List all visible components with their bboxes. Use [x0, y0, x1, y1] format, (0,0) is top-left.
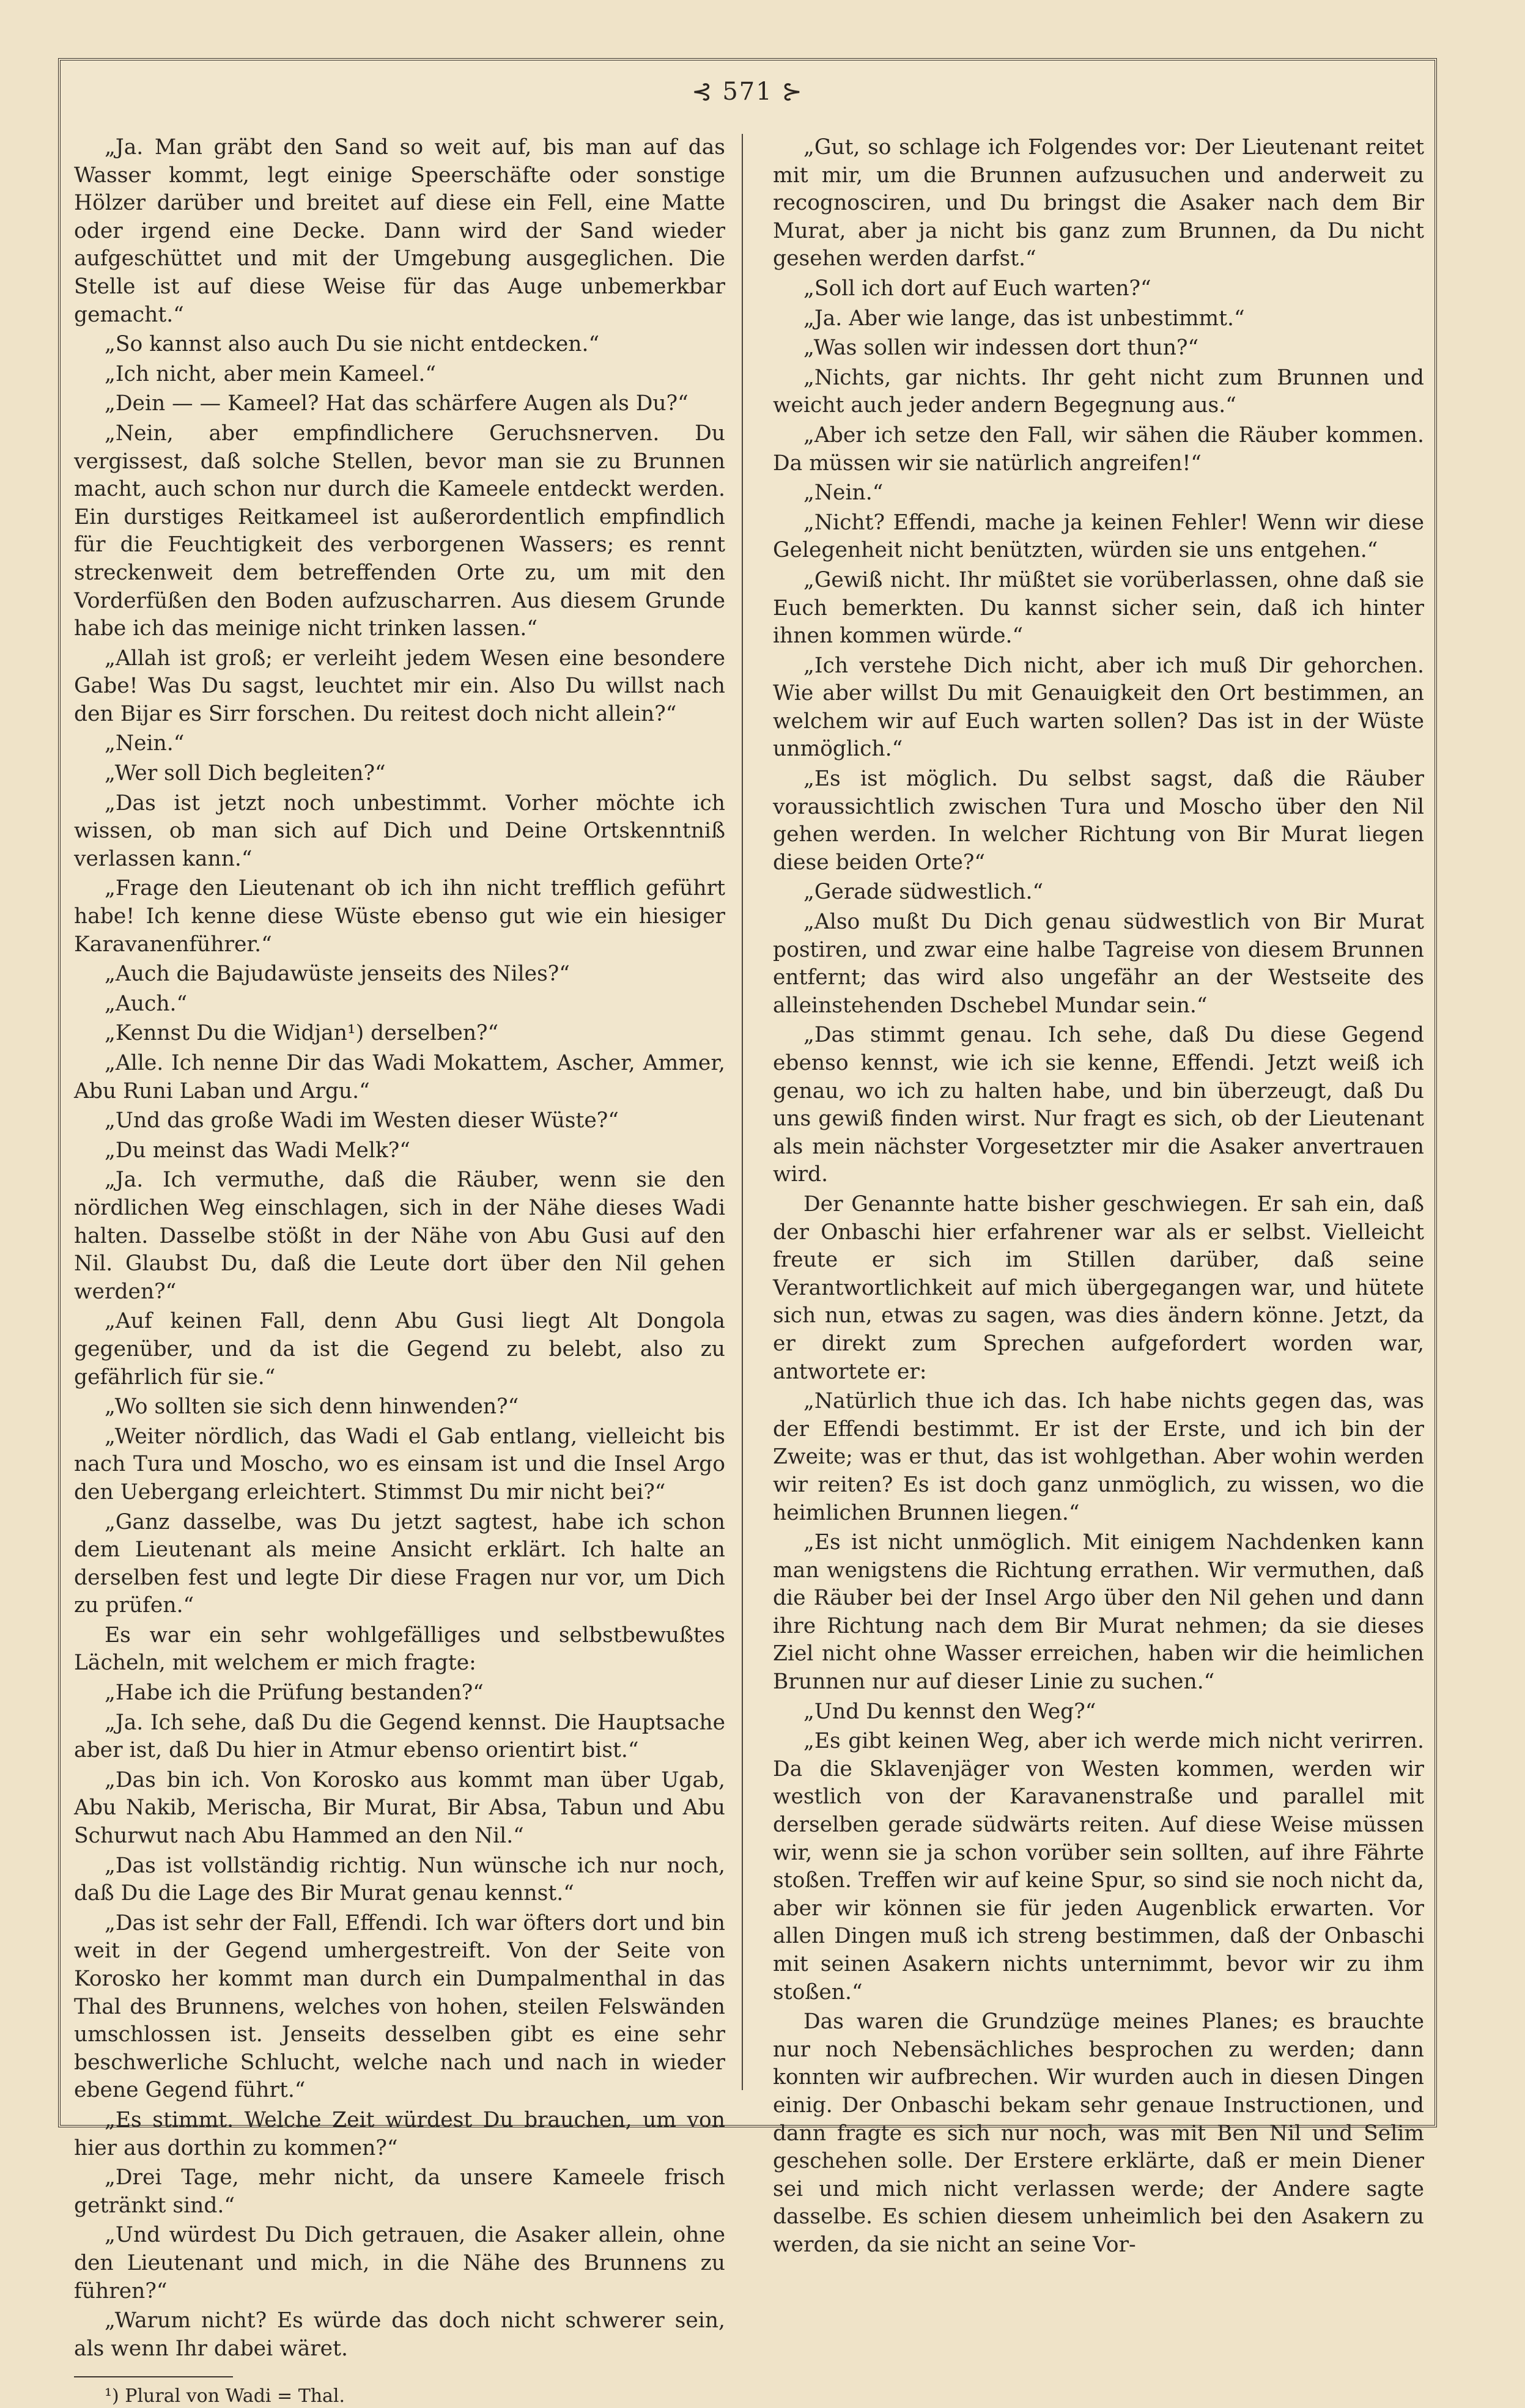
paragraph: „Nein.“ [105, 731, 185, 756]
paragraph: „Ja. Man gräbt den Sand so weit auf, bis man auf das Wasser kommt, legt einige Speerschäfte oder sonstige Hölzer darüber und breitet auf diese ein Fell, eine Matte oder irgend eine Decke. Dann wird der Sand wieder aufgeschüttet und mit der Umgebung ausgeglichen. Die Stelle ist auf diese Weise für das Auge unbemerkbar gemacht.“ [74, 135, 725, 327]
paragraph: „Soll ich dort auf Euch warten?“ [803, 276, 1151, 301]
paragraph: „Ja. Ich vermuthe, daß die Räuber, wenn sie den nördlichen Weg einschlagen, sich in der Nähe dieses Wadi halten. Dasselbe stößt in der Nähe von Abu Gusi auf den Nil. Glaubst Du, daß die Leute dort über den Nil gehen werden?“ [74, 1168, 725, 1304]
paragraph: „Natürlich thue ich das. Ich habe nichts gegen das, was der Effendi bestimmt. Er ist der Erste, und ich bin der Zweite; was er thut, das ist wohlgethan. Aber wohin werden wir reiten? Es ist doch ganz unmöglich, zu wissen, wo die heimlichen Brunnen liegen.“ [773, 1389, 1424, 1525]
paragraph: „Alle. Ich nenne Dir das Wadi Mokattem, Ascher, Ammer, Abu Runi Laban und Argu.“ [74, 1051, 725, 1103]
footnote: ¹) Plural von Wadi = Thal. [105, 2385, 345, 2407]
left-column [74, 134, 725, 2407]
paragraph: „Ganz dasselbe, was Du jetzt sagtest, habe ich schon dem Lieutenant als meine Ansicht erklärt. Ich halte an derselben fest und legte Dir diese Fragen nur vor, um Dich zu prüfen.“ [74, 1509, 725, 1618]
paragraph: „Nichts, gar nichts. Ihr geht nicht zum Brunnen und weicht auch jeder andern Begegnung aus.“ [773, 365, 1424, 418]
paragraph: „Ich verstehe Dich nicht, aber ich muß Dir gehorchen. Wie aber willst Du mit Genauigkeit den Ort bestimmen, an welchem wir auf Euch warten sollen? Das ist in der Wüste unmöglich.“ [773, 653, 1424, 762]
column-divider [742, 134, 743, 2090]
paragraph: Der Genannte hatte bisher geschwiegen. Er sah ein, daß der Onbaschi hier erfahrener war als er selbst. Vielleicht freute er sich im Stillen darüber, daß seine Verantwortlichkeit auf mich übergegangen war, und hütete sich nun, etwas zu sagen, was dies ändern könne. Jetzt, da er direkt zum Sprechen aufgefordert worden war, antwortete er: [773, 1191, 1424, 1384]
paragraph: „Auf keinen Fall, denn Abu Gusi liegt Alt Dongola gegenüber, und da ist die Gegend zu belebt, also zu gefährlich für sie.“ [74, 1309, 725, 1390]
paragraph: „Ich nicht, aber mein Kameel.“ [105, 361, 437, 386]
paragraph: „Nein, aber empfindlichere Geruchsnerven. Du vergissest, daß solche Stellen, bevor man sie zu Brunnen macht, auch schon nur durch die Kameele entdeckt werden. Ein durstiges Reitkameel ist außerordentlich empfindlich für die Feuchtigkeit des verborgenen Wassers; es rennt streckenweit dem betreffenden Orte zu, um mit den Vorderfüßen den Boden aufzuscharren. Aus diesem Grunde habe ich das meinige nicht trinken lassen.“ [74, 421, 725, 641]
paragraph: „Es ist nicht unmöglich. Mit einigem Nachdenken kann man wenigstens die Richtung errathen. Wir vermuthen, daß die Räuber bei der Insel Argo über den Nil gehen und dann ihre Richtung nach dem Bir Murat nehmen; da sie dieses Ziel nicht ohne Wasser erreichen, haben wir die heimlichen Brunnen nur auf dieser Linie zu suchen.“ [773, 1530, 1424, 1695]
paragraph: „Kennst Du die Widjan¹) derselben?“ [105, 1021, 499, 1046]
paragraph: „So kannst also auch Du sie nicht entdecken.“ [105, 332, 600, 357]
paragraph: „Es stimmt. Welche Zeit würdest Du brauchen, um von hier aus dorthin zu kommen?“ [74, 2107, 725, 2160]
paragraph: „Und würdest Du Dich getrauen, die Asaker allein, ohne den Lieutenant und mich, in die Nähe des Brunnens zu führen?“ [74, 2223, 725, 2303]
paragraph: „Wo sollten sie sich denn hinwenden?“ [105, 1394, 519, 1419]
paragraph: „Gewiß nicht. Ihr müßtet sie vorüberlassen, ohne daß sie Euch bemerkten. Du kannst sicher sein, daß ich hinter ihnen kommen würde.“ [773, 567, 1424, 649]
page-frame [58, 58, 1437, 2407]
paragraph: „Warum nicht? Es würde das doch nicht schwerer sein, als wenn Ihr dabei wäret. [74, 2308, 725, 2361]
paragraph: „Du meinst das Wadi Melk?“ [105, 1138, 410, 1163]
paragraph: „Drei Tage, mehr nicht, da unsere Kameele frisch getränkt sind.“ [74, 2165, 725, 2218]
paragraph: „Das ist jetzt noch unbestimmt. Vorher möchte ich wissen, ob man sich auf Dich und Deine Ortskenntniß verlassen kann.“ [74, 790, 725, 871]
paragraph: „Und das große Wadi im Westen dieser Wüste?“ [105, 1108, 619, 1133]
paragraph: Das waren die Grundzüge meines Planes; es brauchte nur noch Nebensächliches besprochen zu werden; dann konnten wir aufbrechen. Wir wurden auch in diesen Dingen einig. Der Onbaschi bekam sehr genaue Instructionen, und dann fragte es sich nur noch, was mit Ben Nil und Selim geschehen solle. Der Erstere erklärte, daß er mein Diener sei und mich nicht verlassen werde; der Andere sagte dasselbe. Es schien diesem unheimlich bei den Asakern zu werden, da sie nicht an seine Vor- [773, 2009, 1424, 2257]
ornament-right: ⊱ [781, 78, 803, 106]
paragraph: „Gut, so schlage ich Folgendes vor: Der Lieutenant reitet mit mir, um die Brunnen aufzusuchen und anderweit zu recognosciren, und Du bringst die Asaker nach dem Bir Murat, aber ja nicht bis ganz zum Brunnen, da Du nicht gesehen werden darfst.“ [773, 135, 1424, 271]
paragraph: „Es gibt keinen Weg, aber ich werde mich nicht verirren. Da die Sklavenjäger von Westen kommen, werden wir westlich von der Karavanenstraße und parallel mit derselben gerade südwärts reiten. Auf diese Weise müssen wir, wenn sie ja schon vorüber sein sollten, auf ihre Fährte stoßen. Treffen wir auf keine Spur, so sind sie noch nicht da, aber wir können sie für jeden Augenblick erwarten. Vor allen Dingen muß ich streng bestimmen, daß der Onbaschi mit seinen Asakern nichts unternimmt, bevor wir zu ihm stoßen.“ [773, 1729, 1424, 2005]
paragraph: „Allah ist groß; er verleiht jedem Wesen eine besondere Gabe! Was Du sagst, leuchtet mir ein. Also Du willst nach den Bijar es Sirr forschen. Du reitest doch nicht allein?“ [74, 646, 725, 726]
paragraph: „Also mußt Du Dich genau südwestlich von Bir Murat postiren, und zwar eine halbe Tagreise von diesem Brunnen entfernt; das wird also ungefähr an der Westseite des alleinstehenden Dschebel Mundar sein.“ [773, 910, 1424, 1018]
ornament-left: ⊰ [692, 78, 714, 106]
page-number-header [61, 78, 1435, 106]
paragraph: „Es ist möglich. Du selbst sagst, daß die Räuber voraussichtlich zwischen Tura und Moscho über den Nil gehen werden. In welcher Richtung von Bir Murat liegen diese beiden Orte?“ [773, 767, 1424, 875]
paragraph: „Frage den Lieutenant ob ich ihn nicht trefflich geführt habe! Ich kenne diese Wüste ebenso gut wie ein hiesiger Karavanenführer.“ [74, 876, 725, 957]
paragraph: „Ja. Aber wie lange, das ist unbestimmt.“ [803, 306, 1245, 331]
paragraph: „Aber ich setze den Fall, wir sähen die Räuber kommen. Da müssen wir sie natürlich angreifen!“ [773, 422, 1424, 476]
paragraph: „Habe ich die Prüfung bestanden?“ [105, 1681, 484, 1706]
paragraph: „Das stimmt genau. Ich sehe, daß Du diese Gegend ebenso kennst, wie ich sie kenne, Effendi. Jetzt weiß ich genau, wo ich zu halten habe, und bin überzeugt, daß Du uns gewiß finden wirst. Nur fragt es sich, ob der Lieutenant als mein nächster Vorgesetzter mir die Asaker anvertrauen wird. [773, 1023, 1424, 1187]
paragraph: „Das bin ich. Von Korosko aus kommt man über Ugab, Abu Nakib, Merischa, Bir Murat, Bir Absa, Tabun und Abu Schurwut nach Abu Hammed an den Nil.“ [74, 1767, 725, 1849]
paragraph: „Auch die Bajudawüste jenseits des Niles?“ [105, 962, 570, 987]
paragraph: „Das ist sehr der Fall, Effendi. Ich war öfters dort und bin weit in der Gegend umhergestreift. Von der Seite von Korosko her kommt man durch ein Dumpalmenthal in das Thal des Brunnens, welches von hohen, steilen Felswänden umschlossen ist. Jenseits desselben gibt es eine sehr beschwerliche Schlucht, welche nach und nach in wieder ebene Gegend führt.“ [74, 1910, 725, 2103]
paragraph: „Dein — — Kameel? Hat das schärfere Augen als Du?“ [105, 391, 689, 416]
right-column [773, 134, 1424, 2257]
paragraph: Es war ein sehr wohlgefälliges und selbstbewußtes Lächeln, mit welchem er mich fragte: [74, 1622, 725, 1676]
paragraph: „Und Du kennst den Weg?“ [803, 1699, 1096, 1724]
paragraph: „Ja. Ich sehe, daß Du die Gegend kennst. Die Hauptsache aber ist, daß Du hier in Atmur ebenso orientirt bist.“ [74, 1710, 725, 1763]
page-number: 571 [722, 78, 773, 106]
paragraph: „Nicht? Effendi, mache ja keinen Fehler! Wenn wir diese Gelegenheit nicht benützten, würden sie uns entgehen.“ [773, 510, 1424, 563]
paragraph: „Wer soll Dich begleiten?“ [105, 761, 386, 786]
paragraph: „Nein.“ [803, 480, 884, 506]
paragraph: „Das ist vollständig richtig. Nun wünsche ich nur noch, daß Du die Lage des Bir Murat genau kennst.“ [74, 1853, 725, 1906]
paragraph: „Weiter nördlich, das Wadi el Gab entlang, vielleicht bis nach Tura und Moscho, wo es einsam ist und die Insel Argo den Uebergang erleichtert. Stimmst Du mir nicht bei?“ [74, 1424, 725, 1504]
footnote-rule [74, 2376, 233, 2377]
paragraph: „Was sollen wir indessen dort thun?“ [803, 336, 1199, 361]
paragraph: „Auch.“ [105, 991, 188, 1016]
paragraph: „Gerade südwestlich.“ [803, 880, 1044, 905]
